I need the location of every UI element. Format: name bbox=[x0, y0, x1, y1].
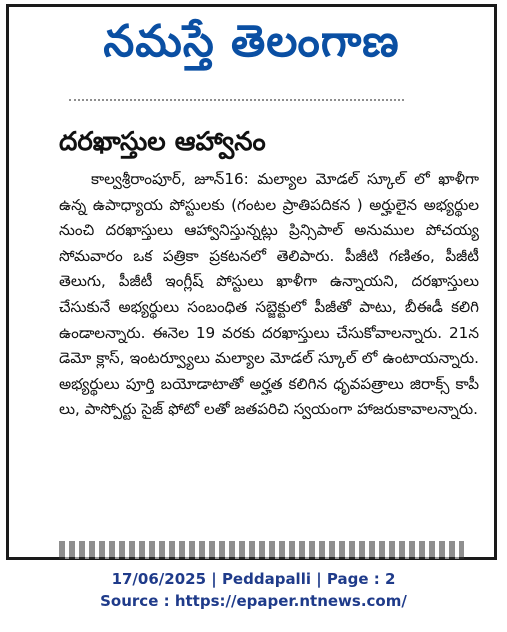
clipping-frame bbox=[6, 4, 497, 560]
footer-date-edition: 17/06/2025 | Peddapalli | Page : 2 bbox=[111, 570, 396, 588]
source-footer bbox=[0, 568, 507, 612]
article-body: కాల్వశ్రీరాంపూర్, జూన్16: మల్యాల మోడల్ స్కూల్ లో ఖాళీగా ఉన్న ఉపాధ్యాయ పోస్టులకు (గంటల ప్రాతిపదికన ) అర్హులైన అభ్యర్థుల నుంచి దరఖాస్తులు ఆహ్వానిస్తున్నట్లు ప్రిన్సిపాల్ అనుముల పోచయ్య సోమవారం ఒక పత్రికా ప్రకటనలో తెలిపారు. పీజీటి గణితం, పీజీటీ తెలుగు, పీజీటీ ఇంగ్లీష్ పోస్టులు ఖాళీగా ఉన్నాయని, దరఖాస్తులు చేసుకునే అభ్యర్థులు సంబంధిత సబ్జెక్టులో పీజీతో పాటు, బీఈడీ కలిగి ఉండాలన్నారు. ఈనెల 19 వరకు దరఖాస్తులు చేసుకోవాలన్నారు. 21న డెమో క్లాస్, ఇంటర్వ్యూలు మల్యాల మోడల్ స్కూల్ లో ఉంటాయన్నారు. అభ్యర్థులు పూర్తి బయోడాటాతో అర్హత కలిగిన ధృవపత్రాలు జిరాక్స్ కాపీ లు, పాస్పోర్టు సైజ్ ఫోటో లతో జతపరిచి స్వయంగా హాజరుకావాలన్నారు. bbox=[59, 170, 479, 419]
clipped-text-bottom bbox=[59, 541, 464, 559]
footer-source-link[interactable]: Source : https://epaper.ntnews.com/ bbox=[100, 592, 407, 610]
article-headline: దరఖాస్తుల ఆహ్వానం bbox=[59, 127, 266, 157]
clipped-text-top bbox=[69, 99, 404, 109]
newspaper-masthead: నమస్తే తెలంగాణ bbox=[103, 16, 400, 67]
